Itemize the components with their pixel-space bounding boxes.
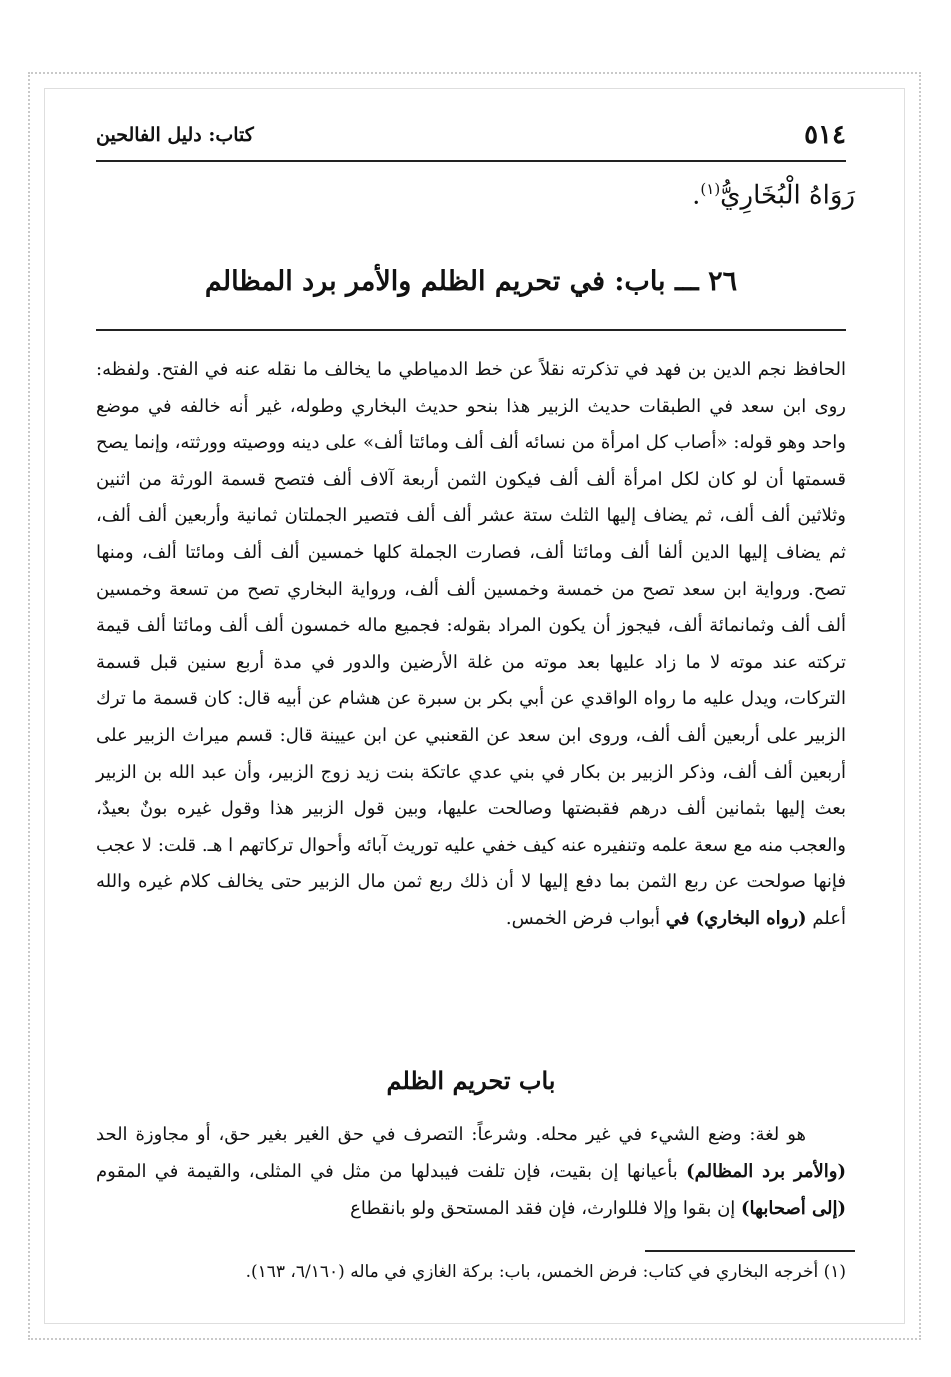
footnote-rule: [645, 1250, 855, 1252]
definition-bold-2: (إلى أصحابها): [741, 1198, 846, 1219]
footnote: (١) أخرجه البخاري في كتاب: فرض الخمس، باب: بركة الغازي في ماله (٦/١٦٠، ١٦٣).: [245, 1262, 846, 1282]
opening-end: .: [692, 180, 701, 211]
footnote-ref[interactable]: (١): [700, 180, 721, 198]
definition-mid: بأعيانها إن بقيت، فإن تلفت فيبدلها من مثل في المثلى، والقيمة في المقوم: [96, 1161, 678, 1182]
running-header: [96, 120, 846, 156]
definition-lead: هو لغة: وضع الشيء في غير محله. وشرعاً: التصرف في حق الغير بغير حق، أو مجاوزة الحد: [96, 1124, 806, 1145]
commentary-text: الحافظ نجم الدين بن فهد في تذكرته نقلاً عن خط الدمياطي ما يخالف ما نقله عنه في الفتح. ولفظه: روى ابن سعد في الطبقات حديث الزبير هذا بنحو حديث البخاري وطوله، غير أنه خالفه في موضع واحد وهو قوله: «أصاب كل امرأة من نسائه ألف ألف ومائتا ألف» على دينه ووصيته وورثته، وإنما يصح قسمتها أن لو كان لكل امرأة ألف ألف فيكون الثمن أربعة آلاف ألف فتصح قسمة الورثة من اثنين وثلاثين ألف ألف، ثم يضاف إليها الثلث ستة عشر ألف ألف فتصير الجملتان ثمانية وأربعين ألف ألف، ثم يضاف إليها الدين ألفا ألف ومائتا ألف، فصارت الجملة كلها خمسين ألف ألف ومائتا ألف، ومنها تصح. ورواية ابن سعد تصح من خمسة وخمسين ألف ألف، ورواية البخاري تصح من تسعة وخمسين ألف ألف وثمانمائة ألف، فيجوز أن يكون المراد بقوله: فجميع ماله خمسون ألف ألف ومائتا ألف قيمة تركته عند موته لا ما زاد عليها بعد موته من غلة الأرضين والدور في مدة أربع سنين قبل قسمة التركات، ويدل عليه ما رواه الواقدي عن أبي بكر بن سبرة عن هشام عن أبيه قال: كان قسمة ما ترك الزبير على أربعين ألف ألف، وروى ابن سعد عن القعنبي عن ابن عيينة قال: قسم ميراث الزبير على أربعين ألف ألف، وذكر الزبير بن بكار في بني عدي عاتكة بنت زيد زوج الزبير، وأن عبد الله بن الزبير بعث إليها بثمانين ألف درهم فقبضتها وصالحت عليها، وبين قول الزبير هذا وقول غيره بونٌ بعيدٌ، والعجب منه مع سعة علمه وتنفيره عنه كيف خفي عليه توريث آبائه وأحوال تركاتهم ا هـ. قلت: لا عجب فإنها صولحت عن ربع الثمن بما دفع إليها لا أن ذلك ربع ثمن مال الزبير حتى يخالف كلام غيره والله أعلم: [96, 359, 846, 929]
chapter-title: ٢٦ ـــ باب: في تحريم الظلم والأمر برد المظالم: [204, 266, 738, 297]
chapter-rule: [96, 329, 846, 331]
definition-bold-1: (والأمر برد المظالم): [686, 1161, 846, 1182]
opening-text: رَوَاهُ الْبُخَارِيُّ: [720, 180, 855, 211]
section-title: باب تحريم الظلم: [386, 1066, 556, 1095]
commentary-paragraph: [96, 352, 846, 938]
definition-paragraph: [96, 1116, 846, 1227]
page-number: ٥١٤: [804, 120, 846, 150]
header-rule: [96, 160, 846, 162]
opening-line: [692, 180, 855, 211]
commentary-closing: أبواب فرض الخمس.: [505, 907, 661, 929]
book-title: كتاب: دليل الفالحين: [96, 124, 254, 146]
definition-block: [96, 1116, 846, 1227]
commentary-block: [96, 352, 846, 938]
definition-tail: إن بقوا وإلا فللوارث، فإن فقد المستحق ولو بانقطاع: [350, 1198, 736, 1219]
commentary-bold-citation: (رواه البخاري) في: [665, 907, 807, 929]
